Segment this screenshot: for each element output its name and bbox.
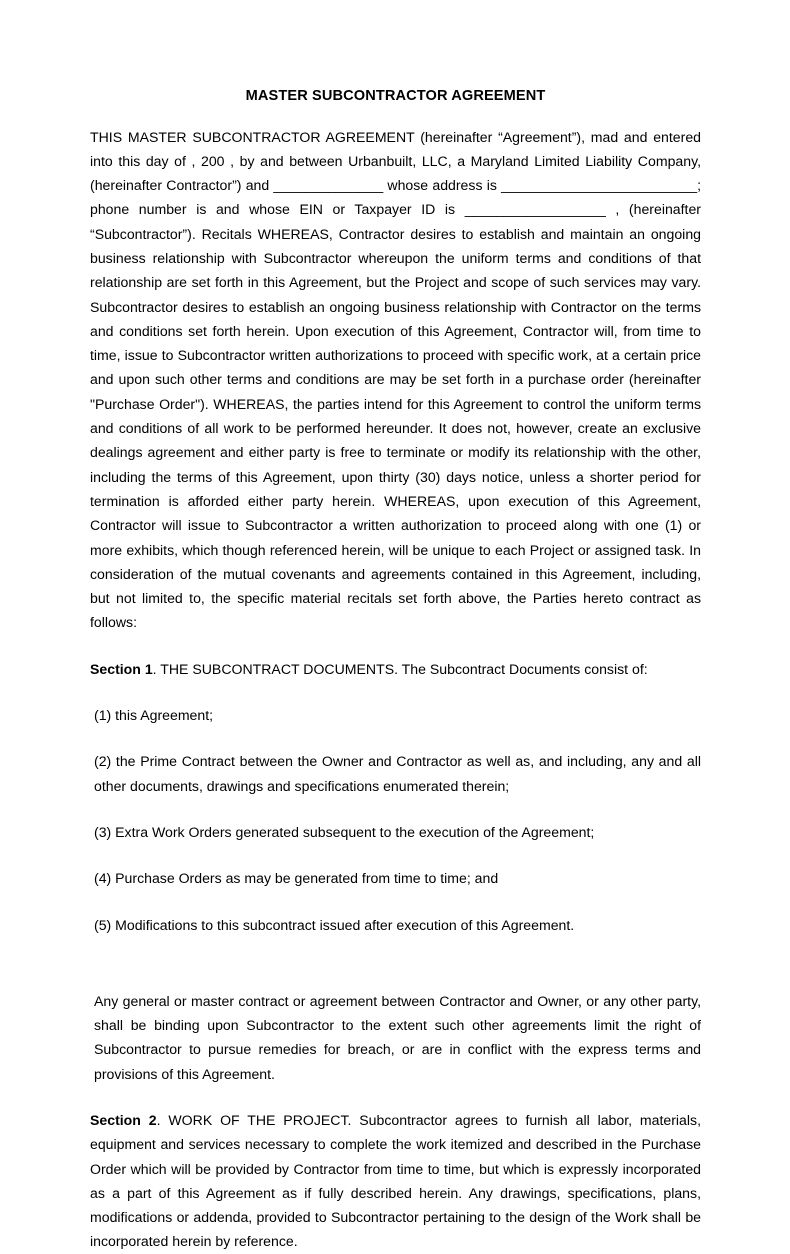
section-1-number: Section 1	[90, 660, 153, 677]
section-2-heading-text: . WORK OF THE PROJECT. Subcontractor agrees to furnish all labor, materials, equipment and services necessary to complete the work itemized and described in the Purchase Order which will be provided by Contractor from time to time, but which is expressly incorporated as a part of this Agreement as if fully described herein. Any drawings, specifications, plans, modifications or addenda, provided to Subcontractor pertaining to the design of the Work shall be incorporated herein by reference.	[90, 1112, 701, 1250]
page-title: MASTER SUBCONTRACTOR AGREEMENT	[245, 88, 546, 104]
general-contract-paragraph: Any general or master contract or agreement between Contractor and Owner, or any other party, shall be binding upon Subcontractor to the extent such other agreements limit the right of Subcontractor to pursue remedies for breach, or are in conflict with the express terms and provisions of this Agreement.	[94, 992, 701, 1082]
section-2-number: Section 2	[90, 1112, 157, 1128]
section-2-heading	[90, 1108, 701, 1254]
paragraph-spacer	[90, 959, 701, 989]
list-item: (5) Modifications to this subcontract issued after execution of this Agreement.	[94, 916, 575, 933]
list-item: (2) the Prime Contract between the Owner and Contractor as well as, and including, any and all other documents, drawings and specifications enumerated therein;	[94, 753, 701, 794]
section-1-heading-text: . THE SUBCONTRACT DOCUMENTS. The Subcontract Documents consist of:	[152, 660, 648, 677]
recitals-paragraph: THIS MASTER SUBCONTRACTOR AGREEMENT (hereinafter “Agreement”), mad and entered into this day of , 200 , by and between Urbanbuilt, LLC, a Maryland Limited Liability Company, (hereinafter Contractor”) and ______________ whose address is _________________________; phone number is and whose EIN or Taxpayer ID is __________________ , (hereinafter “Subcontractor”). Recitals WHEREAS, Contractor desires to establish and maintain an ongoing business relationship with Subcontractor whereupon the uniform terms and conditions of that relationship are set forth in this Agreement, but the Project and scope of such services may vary. Subcontractor desires to establish an ongoing business relationship with Contractor on the terms and conditions set forth herein. Upon execution of this Agreement, Contractor will, from time to time, issue to Subcontractor written authorizations to proceed with specific work, at a certain price and upon such other terms and conditions are may be set forth in a purchase order (hereinafter "Purchase Order"). WHEREAS, the parties intend for this Agreement to control the uniform terms and conditions of all work to be performed hereunder. It does not, however, create an exclusive dealings agreement and either party is free to terminate or modify its relationship with the other, including the terms of this Agreement, upon thirty (30) days notice, unless a shorter period for termination is afforded either party herein. WHEREAS, upon execution of this Agreement, Contractor will issue to Subcontractor a written authorization to proceed along with one (1) or more exhibits, which though referenced herein, will be unique to each Project or assigned task. In consideration of the mutual covenants and agreements contained in this Agreement, including, but not limited to, the specific material recitals set forth above, the Parties hereto contract as follows:	[90, 128, 701, 631]
list-item: (1) this Agreement;	[94, 707, 214, 724]
list-item: (4) Purchase Orders as may be generated from time to time; and	[94, 870, 499, 887]
section-1-heading	[90, 657, 701, 681]
list-item: (3) Extra Work Orders generated subsequent to the execution of the Agreement;	[94, 823, 595, 840]
